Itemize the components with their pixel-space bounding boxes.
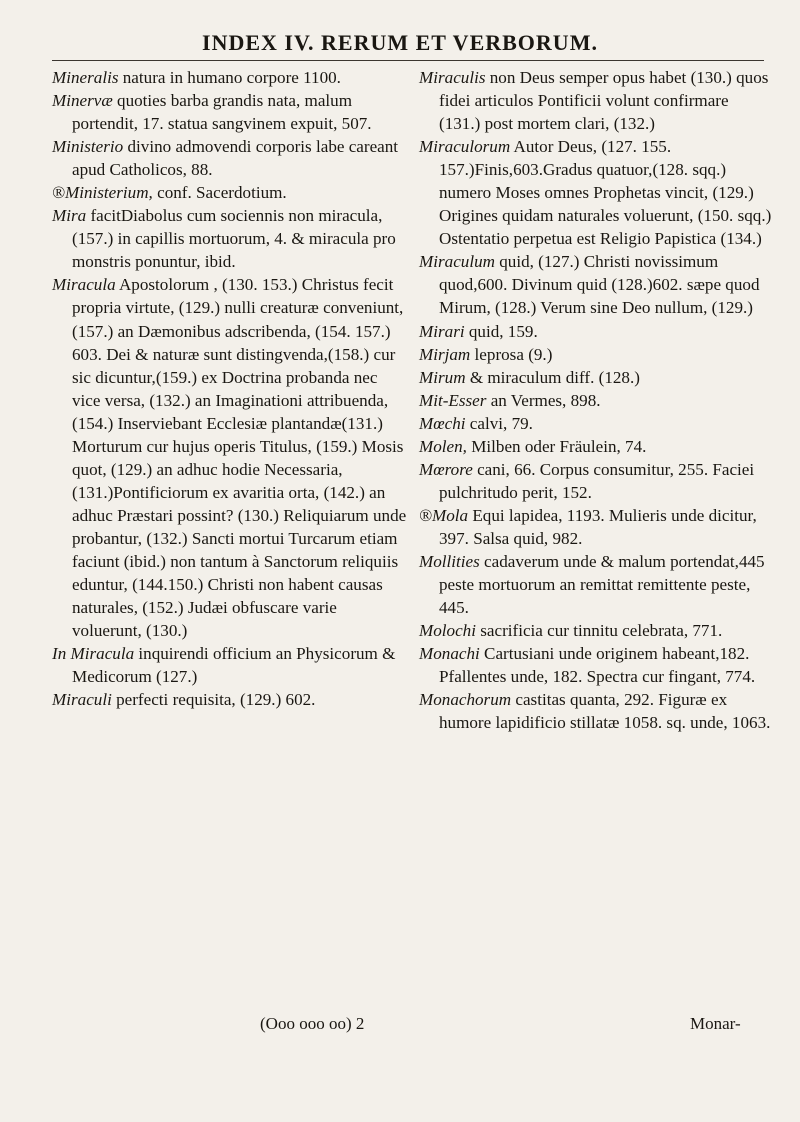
index-entry <box>419 619 774 642</box>
entry-text: quid, (127.) Christi novissimum quod,600. Divinum quid (128.)602. sæpe quod Mirum, (128.) Verum sine Deo nullum, (129.) <box>439 252 760 318</box>
index-entry <box>419 504 774 550</box>
index-entry <box>419 135 774 250</box>
signature-mark: (Ooo ooo oo) 2 <box>260 1014 365 1033</box>
catchword: Monar- <box>690 1014 741 1033</box>
page-header: INDEX IV. RERUM ET VERBORUM. <box>202 30 598 55</box>
entry-text: perfecti requisita, (129.) 602. <box>111 690 316 710</box>
entry-headword: Miraculorum <box>419 137 511 157</box>
entry-text: quid, 159. <box>464 321 538 341</box>
entry-text: quoties barba grandis nata, malum portendit, 17. statua sangvinem expuit, 507. <box>72 91 372 134</box>
entry-headword: Mineralis <box>52 68 119 87</box>
entry-text: Equi lapidea, 1193. Mulieris unde dicitur, 397. Salsa quid, 982. <box>439 505 757 548</box>
entry-headword: Mœrore <box>419 459 473 479</box>
index-entry <box>52 273 407 642</box>
entry-text: leprosa (9.) <box>470 344 553 364</box>
entry-headword: Mollities <box>419 551 480 571</box>
index-entry <box>52 89 407 135</box>
index-entry <box>419 688 774 734</box>
entry-text: divino admovendi corporis labe careant apud Catholicos, 88. <box>72 137 399 180</box>
index-entry <box>419 366 774 389</box>
index-entry <box>419 550 774 619</box>
index-entry <box>419 435 774 458</box>
entry-headword: Monachi <box>419 644 480 664</box>
index-entry <box>52 688 407 711</box>
index-entry <box>52 66 407 89</box>
entry-text: & miraculum diff. (128.) <box>465 367 640 387</box>
index-entry <box>52 181 407 204</box>
entry-headword: Miraculis <box>419 68 486 87</box>
entry-headword: Molochi <box>419 621 476 641</box>
entry-headword: In Miracula <box>52 644 135 664</box>
index-entry <box>419 343 774 366</box>
header-rule <box>52 60 764 61</box>
right-column <box>419 66 774 734</box>
entry-headword: ®Mola <box>419 505 469 525</box>
entry-text: Milben oder Fräulein, 74. <box>466 436 647 456</box>
entry-text: conf. Sacerdotium. <box>152 183 287 203</box>
index-entry <box>419 412 774 435</box>
index-entry <box>419 250 774 319</box>
index-entry <box>52 204 407 273</box>
entry-headword: ®Ministerium, <box>52 183 153 203</box>
entry-headword: Mirjam <box>419 344 471 364</box>
index-entry <box>419 458 774 504</box>
index-entry <box>419 66 774 135</box>
entry-headword: Miracula <box>52 275 116 295</box>
entry-headword: Mirum <box>419 367 466 387</box>
entry-text: castitas quanta, 292. Figuræ ex humore lapidificio stillatæ 1058. sq. unde, 1063. <box>439 690 771 733</box>
index-entry <box>419 320 774 343</box>
entry-text: cadaverum unde & malum portendat,445 peste mortuorum an remittat remittente peste, 445. <box>439 551 765 618</box>
entry-text: calvi, 79. <box>465 413 533 433</box>
index-columns <box>52 66 774 734</box>
entry-text: natura in humano corpore 1100. <box>118 68 341 87</box>
left-column <box>52 66 407 734</box>
entry-text: inquirendi officium an Physicorum & Medicorum (127.) <box>72 644 396 687</box>
entry-headword: Molen, <box>419 436 467 456</box>
entry-text: Autor Deus, (127. 155. 157.)Finis,603.Gradus quatuor,(128. sqq.) numero Moses omnes Prophetas vincit, (129.) Origines quidam naturales voluerunt, (150. sqq.) Ostentatio perpetua est Religio Papistica (134.) <box>439 137 772 249</box>
entry-text: sacrificia cur tinnitu celebrata, 771. <box>475 621 723 641</box>
entry-headword: Mit-Esser <box>419 390 487 410</box>
entry-headword: Minervæ <box>52 91 113 111</box>
entry-text: non Deus semper opus habet (130.) quos fidei articulos Pontificii volunt confirmare (131.) post mortem clari, (132.) <box>439 68 769 134</box>
entry-headword: Monachorum <box>419 690 512 710</box>
entry-text: Cartusiani unde originem habeant,182. Pfallentes unde, 182. Spectra cur fingant, 774. <box>439 644 756 687</box>
entry-headword: Mœchi <box>419 413 466 433</box>
index-entry <box>52 642 407 688</box>
entry-headword: Mira <box>52 206 87 226</box>
entry-text: an Vermes, 898. <box>486 390 601 410</box>
entry-headword: Miraculi <box>52 690 112 710</box>
entry-text: Apostolorum , (130. 153.) Christus fecit propria virtute, (129.) nulli creaturæ conveniunt, (157.) an Dæmonibus adscribenda, (154. 157.) 603. Dei & naturæ sunt distingvenda,(158.) cur sic dicuntur,(159.) ex Doctrina probanda nec vice versa, (132.) an Imaginationi attribuenda, (154.) Inserviebant Ecclesiæ plantandæ(131.) Morturum cur hujus operis Titulus, (159.) Mosis quot, (129.) an adhuc hodie Necessaria, (131.)Pontificiorum ex avaritia orta, (142.) an adhuc Præstari possint? (130.) Reliquiarum unde probantur, (132.) Sancti mortui Turcarum etiam faciunt (ibid.) non tantum à Sanctorum reliquiis eduntur, (144.150.) Christi non habent causas naturales, (152.) Judæi obfuscare varie voluerunt, (130.) <box>72 275 407 641</box>
entry-headword: Mirari <box>419 321 465 341</box>
entry-headword: Miraculum <box>419 252 495 272</box>
entry-text: facitDiabolus cum sociennis non miracula, (157.) in capillis mortuorum, 4. & miracula pro monstris ponuntur, ibid. <box>72 206 396 272</box>
index-entry <box>52 135 407 181</box>
entry-headword: Ministerio <box>52 137 124 157</box>
entry-text: cani, 66. Corpus consumitur, 255. Faciei pulchritudo perit, 152. <box>439 459 755 502</box>
index-entry <box>419 389 774 412</box>
index-entry <box>419 642 774 688</box>
